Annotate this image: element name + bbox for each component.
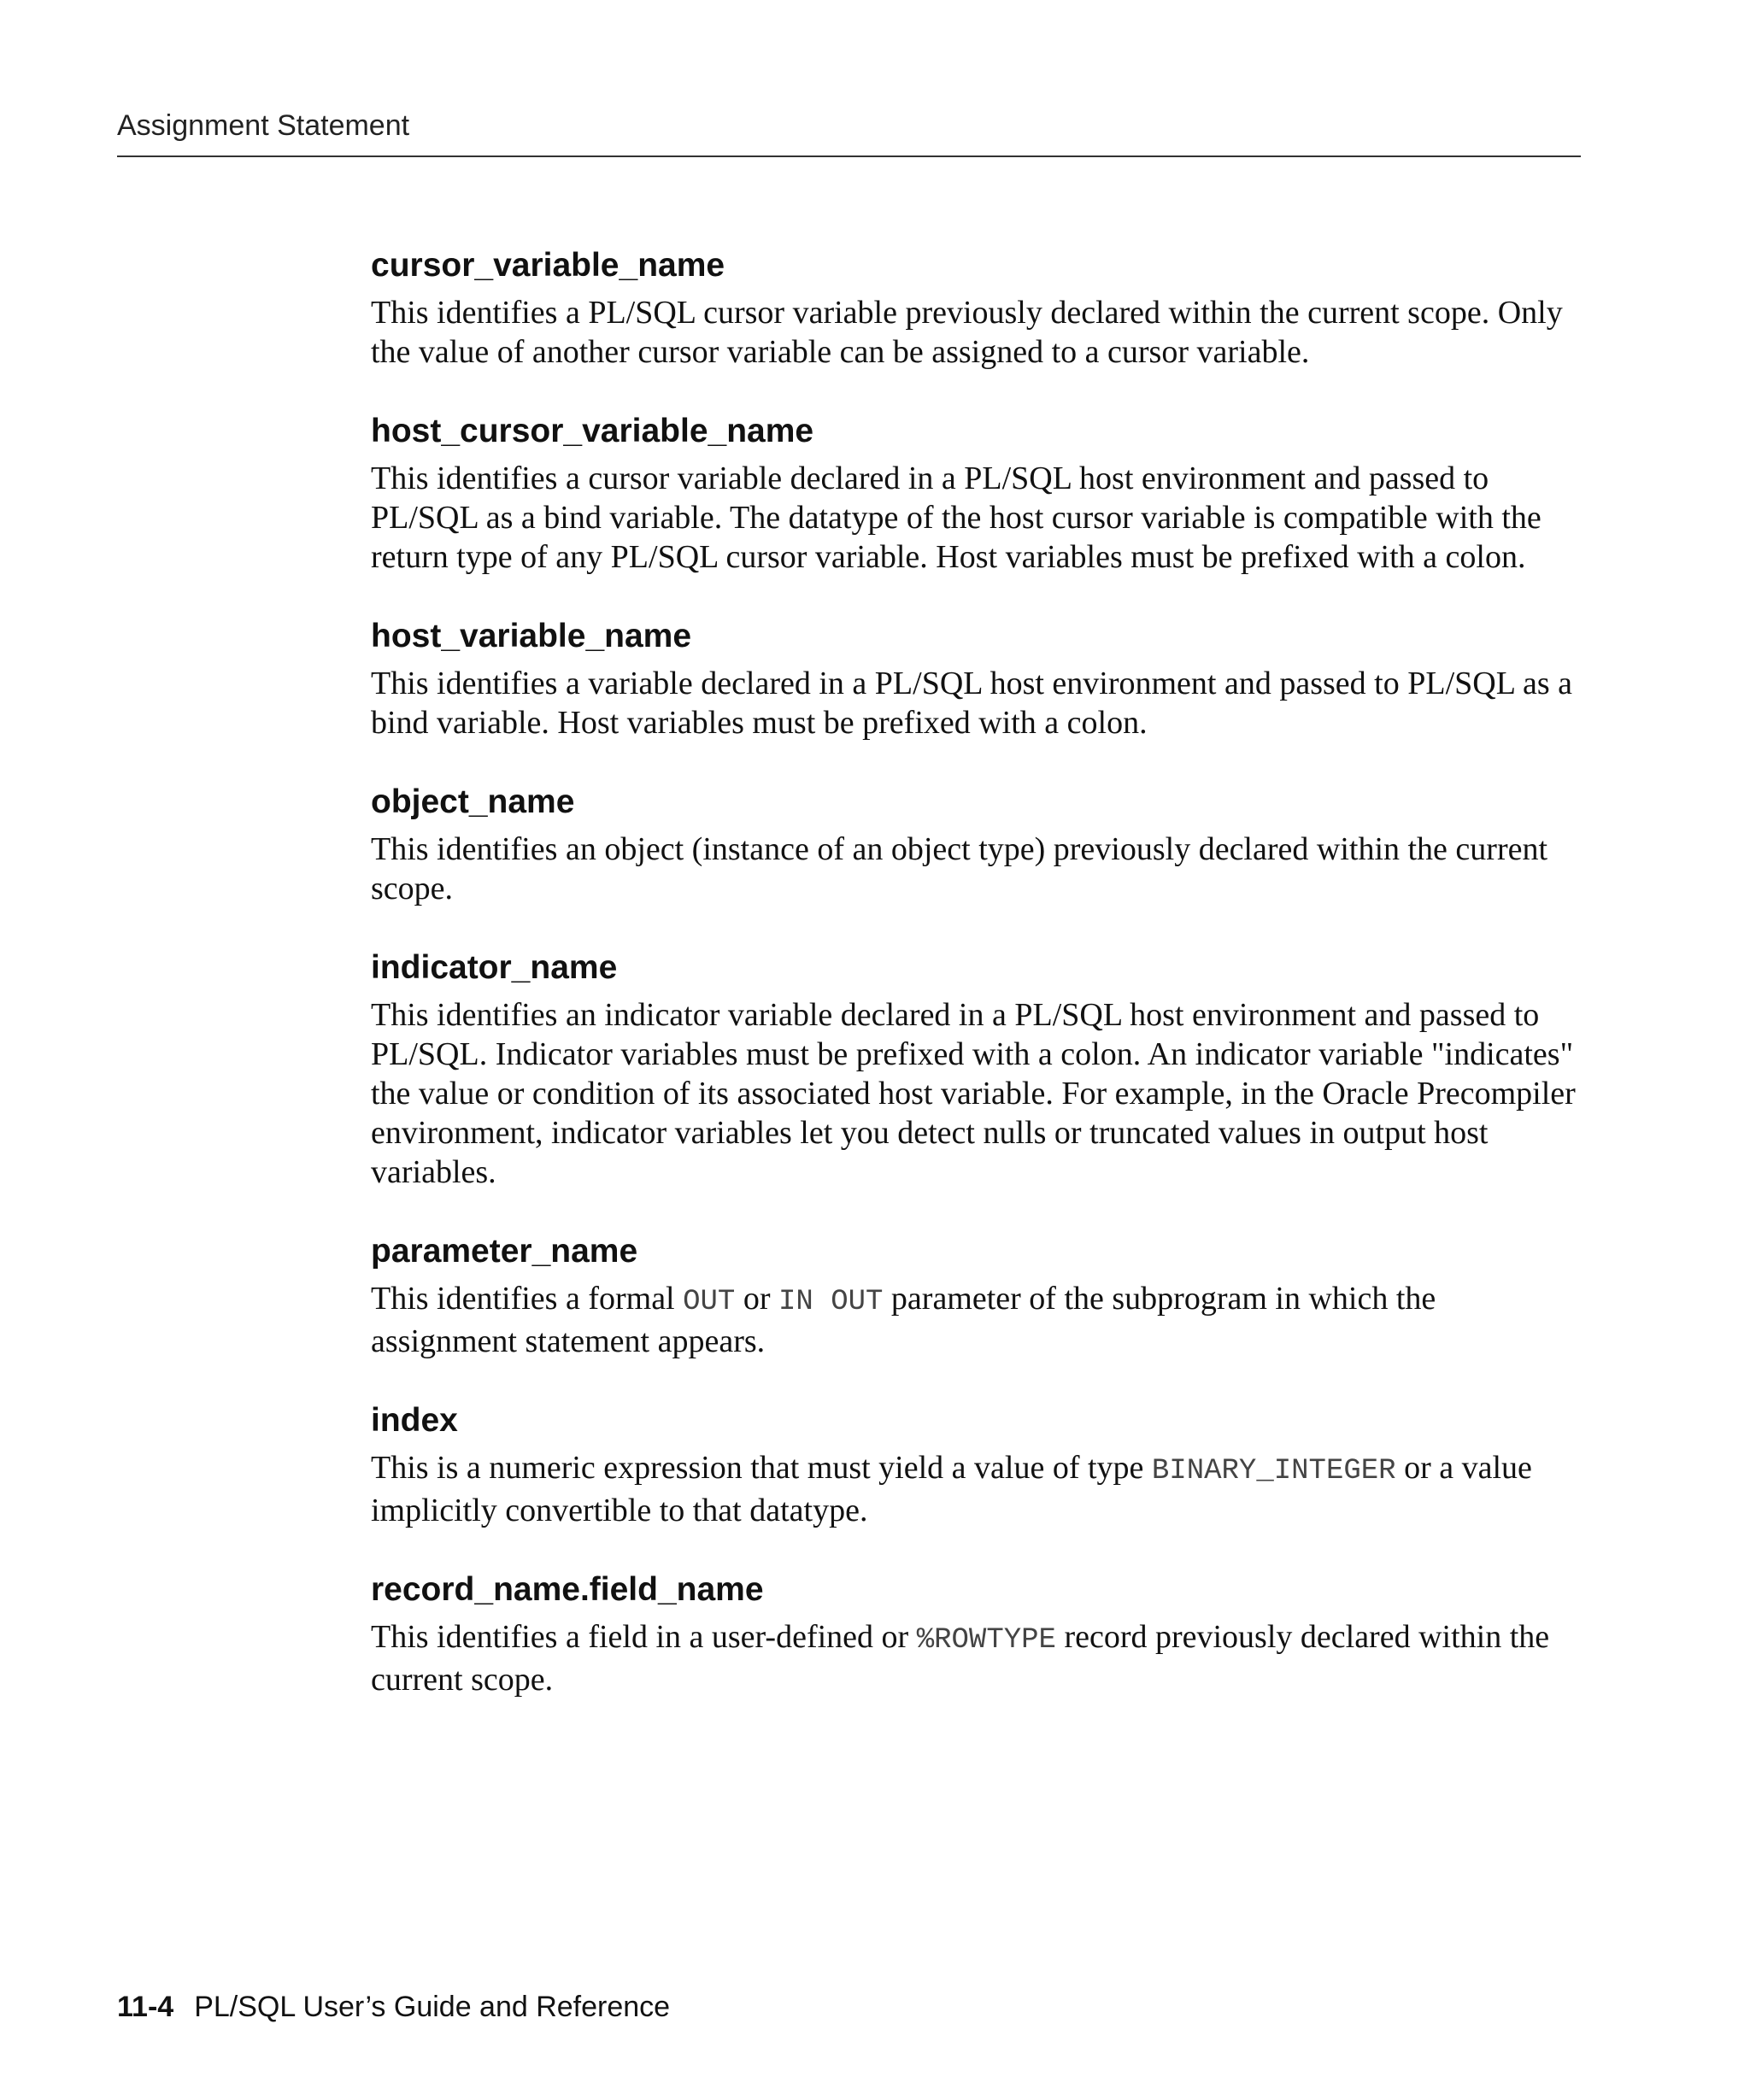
code-keyword: IN OUT — [778, 1286, 884, 1318]
page-number: 11-4 — [117, 1991, 174, 2023]
description-text: This identifies a formal — [371, 1281, 684, 1317]
code-keyword: OUT — [683, 1286, 736, 1318]
description-text: or — [735, 1281, 778, 1317]
description-text: record previously declared within the current scope. — [371, 1619, 1550, 1698]
term-heading: record_name.field_name — [371, 1571, 764, 1608]
definition-entry — [371, 1568, 1584, 1699]
definition-entry — [371, 1229, 1584, 1361]
description-text: This is a numeric expression that must yield a value of type — [371, 1450, 1152, 1486]
term-description: This identifies an object (instance of an object type) previously declared within the current scope. — [371, 831, 1548, 906]
term-description: This identifies an indicator variable declared in a PL/SQL host environment and passed to PL/SQL. Indicator variables must be prefixed with a colon. An indicator variable "indicates" the value or condition of its associated host variable. For example, in the Oracle Precompiler environment, indicator variables let you detect nulls or truncated values in output host variables. — [371, 997, 1576, 1190]
term-heading: parameter_name — [371, 1233, 638, 1270]
header-rule — [117, 155, 1581, 157]
definition-entry — [371, 614, 1584, 742]
term-heading: indicator_name — [371, 949, 618, 986]
description-text: This identifies a field in a user-defined or — [371, 1619, 917, 1655]
book-title: PL/SQL User’s Guide and Reference — [194, 1991, 671, 2023]
definition-list — [371, 243, 1584, 1737]
term-description: This identifies a PL/SQL cursor variable previously declared within the current scope. Only the value of another cursor variable can be assigned to a cursor variable. — [371, 295, 1563, 370]
term-heading: object_name — [371, 783, 575, 820]
term-description — [371, 1448, 1584, 1530]
term-heading: host_variable_name — [371, 618, 692, 654]
definition-entry — [371, 409, 1584, 577]
term-description: This identifies a cursor variable declared in a PL/SQL host environment and passed to PL/SQL as a bind variable. The datatype of the host cursor variable is compatible with the return type of any PL/SQL cursor variable. Host variables must be prefixed with a colon. — [371, 460, 1542, 575]
term-description: This identifies a variable declared in a PL/SQL host environment and passed to PL/SQL as a bind variable. Host variables must be prefixed with a colon. — [371, 666, 1573, 741]
term-heading: index — [371, 1402, 458, 1439]
code-keyword: %ROWTYPE — [916, 1624, 1056, 1657]
description-text: parameter of the subprogram in which the assignment statement appears. — [371, 1281, 1436, 1359]
definition-entry — [371, 780, 1584, 908]
page-footer — [117, 1991, 670, 2024]
definition-entry — [371, 946, 1584, 1192]
definition-entry — [371, 1399, 1584, 1530]
running-header: Assignment Statement — [117, 109, 410, 142]
term-description — [371, 1617, 1584, 1699]
code-keyword: BINARY_INTEGER — [1151, 1455, 1396, 1487]
term-heading: cursor_variable_name — [371, 247, 725, 284]
term-description — [371, 1279, 1584, 1361]
description-text: or a value implicitly convertible to that datatype. — [371, 1450, 1532, 1528]
definition-entry — [371, 243, 1584, 372]
term-heading: host_cursor_variable_name — [371, 413, 814, 449]
